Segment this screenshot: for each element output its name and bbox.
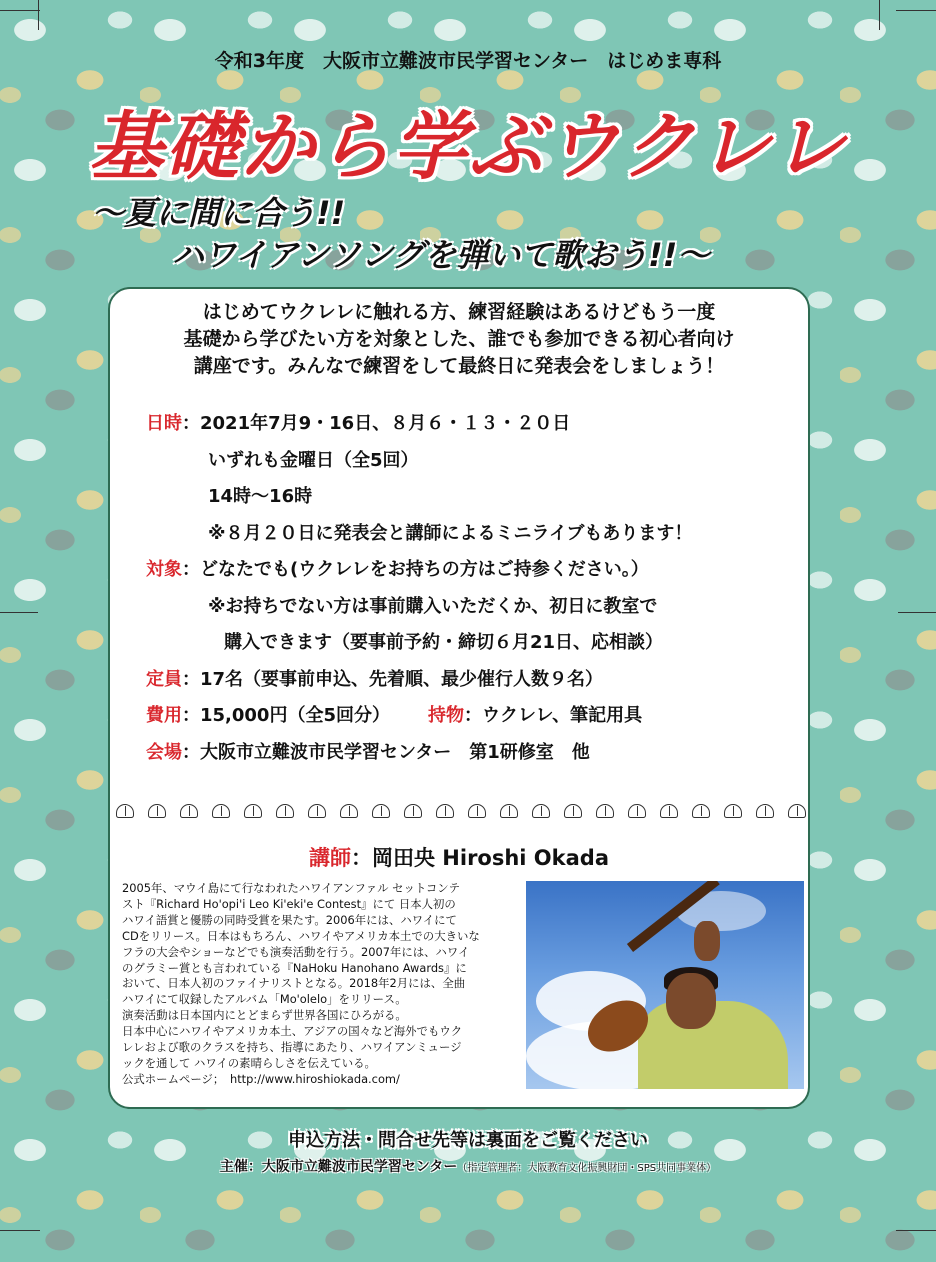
- venue-colon: ：: [182, 741, 200, 763]
- fan-icon: [436, 804, 454, 818]
- fan-icon: [564, 804, 582, 818]
- crop-mark-middle-right: [898, 612, 936, 652]
- crop-mark-top-left-vertical: [38, 0, 39, 30]
- date-row-4: ※８月２０日に発表会と講師によるミニライブもあります！: [208, 522, 693, 544]
- venue-label: 会場: [146, 741, 182, 763]
- bio-line: ハワイにて収録したアルバム「Mo'olelo」をリリース。: [122, 992, 407, 1007]
- date-value: 2021年7月9・16日、８月６・１３・２０日: [200, 413, 571, 435]
- bio-line: ックを通して ハワイの素晴らしさを伝えている。: [122, 1055, 376, 1070]
- bio-line: 2005年、マウイ島にて行なわれたハワイアンファル セットコンテ: [122, 881, 460, 895]
- intro-line-2: 基礎から学びたい方を対象とした、誰でも参加できる初心者向け: [183, 328, 735, 350]
- bio-line: ハワイ語賞と優勝の同時受賞を果たす。2006年には、ハワイにて: [122, 912, 457, 927]
- fan-icon: [116, 804, 134, 818]
- person-head: [666, 973, 716, 1029]
- capacity-row: [146, 660, 786, 697]
- instructor-name: 岡田央 Hiroshi Okada: [371, 846, 610, 870]
- items-label: 持物: [427, 705, 464, 727]
- venue-row: [146, 733, 786, 770]
- tagline-line-1: 〜夏に間に合う!!: [92, 194, 346, 232]
- items-colon: ：: [463, 705, 482, 727]
- fan-icon: [468, 804, 486, 818]
- fan-icon: [532, 804, 550, 818]
- bio-line: のグラミー賞とも言われている『NaHoku Hanohano Awards』に: [122, 960, 467, 975]
- instructor-colon: ：: [350, 846, 372, 870]
- bio-line: 日本中心にハワイやアメリカ本土、アジアの国々など海外でもウク: [122, 1024, 463, 1039]
- header-subtitle: 令和3年度 大阪市立難波市民学習センター はじめま専科: [214, 50, 722, 72]
- course-details: [146, 404, 786, 769]
- bio-line: スト『Richard Ho'opi'i Leo Ki'eki'e Contest』にて 日本人初の: [122, 896, 456, 911]
- person-hand: [694, 921, 720, 961]
- capacity-label: 定員: [146, 668, 182, 690]
- fan-icon: [724, 804, 742, 818]
- date-row: [146, 404, 786, 441]
- crop-mark-middle-left: [0, 612, 38, 652]
- intro-line-3: 講座です。みんなで練習をして最終日に発表会をしましょう！: [193, 355, 725, 377]
- fee-label: 費用: [146, 705, 182, 727]
- fan-icon: [244, 804, 262, 818]
- crop-mark-top-left: [0, 10, 40, 50]
- instructor-label: 講師: [308, 846, 351, 870]
- organizer-note: （指定管理者：大阪教育文化振興財団・SPS共同事業体）: [457, 1163, 717, 1174]
- instructor-photo: [526, 881, 804, 1089]
- bio-line: レレおよび歌のクラスを持ち、指導にあたり、ハワイアンミュージ: [122, 1040, 462, 1055]
- bio-line: おいて、日本人初のファイナリストとなる。2018年2月には、全曲: [122, 976, 466, 991]
- fan-icon: [404, 804, 422, 818]
- intro-text: [110, 299, 808, 380]
- target-row-2: ※お持ちでない方は事前購入いただくか、初日に教室で: [208, 595, 658, 617]
- fan-divider: [116, 804, 806, 818]
- organizer-name: 主催：大阪市立難波市民学習センター: [219, 1159, 458, 1175]
- instructor-bio: [122, 881, 527, 1088]
- bio-line: フラの大会やショーなどでも演奏活動を行う。2007年には、ハワイ: [122, 944, 470, 959]
- items-value: ウクレレ、筆記用具: [481, 705, 643, 727]
- bio-line: CDをリリース。日本はもちろん、ハワイやアメリカ本土での大きいな: [122, 928, 480, 943]
- fan-icon: [628, 804, 646, 818]
- date-label: 日時: [146, 413, 182, 435]
- bio-line: 演奏活動は日本国内にとどまらず世界各国にひろがる。: [122, 1008, 407, 1023]
- fan-icon: [308, 804, 326, 818]
- fee-value: 15,000円（全5回分）: [200, 705, 390, 727]
- date-colon: ：: [182, 413, 200, 435]
- fan-icon: [276, 804, 294, 818]
- footer-organizer: [0, 1156, 936, 1176]
- target-row: [146, 550, 786, 587]
- fan-icon: [692, 804, 710, 818]
- fan-icon: [500, 804, 518, 818]
- fan-icon: [148, 804, 166, 818]
- target-colon: ：: [182, 559, 200, 581]
- crop-mark-bottom-right: [896, 1230, 936, 1262]
- fee-row: [146, 696, 786, 733]
- capacity-colon: ：: [182, 668, 200, 690]
- target-row-3: 購入できます（要事前予約・締切６月21日、応相談）: [224, 632, 664, 654]
- intro-line-1: はじめてウクレレに触れる方、練習経験はあるけどもう一度: [202, 301, 716, 323]
- capacity-value: 17名（要事前申込、先着順、最少催行人数９名）: [200, 668, 604, 690]
- crop-mark-top-right-vertical: [879, 0, 880, 30]
- bio-line: 公式ホームページ； http://www.hiroshiokada.com/: [122, 1071, 400, 1086]
- fan-icon: [788, 804, 806, 818]
- venue-value: 大阪市立難波市民学習センター 第1研修室 他: [200, 741, 590, 763]
- target-value: どなたでも(ウクレレをお持ちの方はご持参ください。）: [200, 559, 649, 581]
- fan-icon: [180, 804, 198, 818]
- info-card: [108, 287, 810, 1109]
- date-row-2: いずれも金曜日（全5回）: [208, 449, 419, 471]
- fan-icon: [340, 804, 358, 818]
- fan-icon: [596, 804, 614, 818]
- target-label: 対象: [146, 559, 182, 581]
- fan-icon: [372, 804, 390, 818]
- crop-mark-top-right: [896, 10, 936, 50]
- fee-colon: ：: [182, 705, 200, 727]
- footer-notice: 申込方法・問合せ先等は裏面をご覧ください: [288, 1130, 648, 1151]
- date-row-3: 14時〜16時: [208, 486, 313, 508]
- crop-mark-bottom-left: [0, 1230, 40, 1262]
- fan-icon: [660, 804, 678, 818]
- tagline-line-2: ハワイアンソングを弾いて歌おう!!〜: [172, 236, 710, 274]
- fan-icon: [756, 804, 774, 818]
- page-title: 基礎から学ぶウクレレ: [88, 104, 848, 190]
- fan-icon: [212, 804, 230, 818]
- instructor-heading: [110, 842, 808, 872]
